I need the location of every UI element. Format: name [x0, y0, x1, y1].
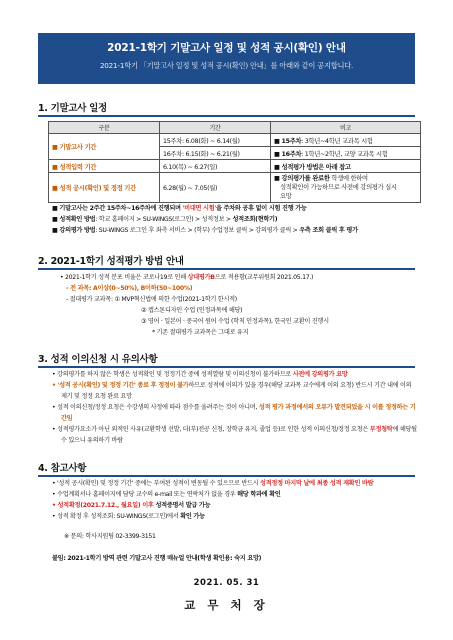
cell-note: ■ 성적평가 방법은 아래 참고: [271, 160, 421, 173]
note-line: • 2021-1학기 성적 분포 비율은 코로나19로 인해 상대평가B으로 적용함(교무위원회 2021.05.17.): [60, 274, 314, 281]
section-3-rule: [38, 366, 415, 368]
note-para: • 수업계획서나 홈페이지에 담당 교수의 e-mail 또는 연락처가 없을 경우 해당 학과에 확인: [52, 491, 281, 498]
notice-title: 2021-1학기 기말고사 일정 및 성적 공시(확인) 안내: [107, 42, 346, 54]
table-row: [49, 173, 421, 203]
note-line: - 절대평가 교과목: ① MVP혁신법에 의한 수업(2021-1학기 한시적): [66, 296, 237, 303]
section-4-body: [52, 478, 417, 522]
cell-period: 6.10(목) ~ 6.27(일): [160, 160, 271, 173]
col-period: 기간: [160, 122, 271, 134]
note-para: • 성적평가요소가 아닌 외적인 사유(교환학생 선발, 더(부)전공 신청, 장학금 유지, 졸업 등)로 인한 성적 이의신청/정정 요청은 부정청탁에 해당될 수 있으니 유의하기 바람: [52, 426, 417, 444]
note-line: - 전 과목: A이상(0~50%), B이하(50~100%): [66, 285, 193, 292]
notice-date: 2021. 05. 31: [193, 578, 260, 588]
note-line: ■ 기말고사는 2주간 15주차~16주차에 진행되며 '비대면 시험'을 주차와 공휴 없이 시험 진행 가능: [52, 205, 307, 212]
table-row: [49, 134, 421, 147]
contact-info: ※ 문의: 학사지원팀 02-3399-3151: [64, 533, 156, 540]
note-line: ■ 성적확인 방법: 학교 홈페이지 > SU-WINGS(로그인) > 성적정보 > 성적조회(현학기): [52, 216, 278, 223]
note-para: • 강의평가를 하지 않은 학생은 성적확인 및 정정기간 중에 성적열람 및 이의신청이 불가하므로 사전에 강의평가 요망: [52, 371, 348, 378]
notice-subtitle: 2021-1학기 「기말고사 일정 및 성적 공시(확인) 안내」를 아래와 같이 공지합니다.: [99, 61, 354, 70]
attachment-note: 붙임: 2021-1학기 방역 관련 기말고사 진행 매뉴얼 안내(학생 확인용: 숙지 요망): [52, 555, 262, 562]
note-para: • '성적 공시(확인) 및 정정 기간' 종료 후 정정이 불가하므로 성적에 이의가 있을 경우(해당 교과목 교수에게 이의 요청) 반드시 기간 내에 이의 제기 및 정정 요청 완료 요망: [52, 382, 412, 400]
section-1-notes: [52, 203, 358, 236]
section-2-rule: [38, 268, 415, 270]
table-row: [49, 160, 421, 173]
cell-period: 15주차: 6.08(화) ~ 6.14(월): [160, 134, 271, 147]
note-line: * 기존 절대평가 교과목은 그대로 유지: [152, 329, 249, 336]
note-line: ② 캡스톤디자인 수업 (인정과목에 해당): [141, 307, 243, 314]
note-line: ③ 영어 · 일본어 · 중국어 원어 수업 (학칙 인정과목), 한국인 교환이 진행시: [141, 318, 329, 325]
cell-category: ■ 성적 공시(확인) 및 정정 기간: [49, 173, 160, 203]
note-para: • 성적 확정 후 성적조회: SU-WINGS(로그인)에서 확인 가능: [52, 513, 205, 520]
table-header-row: [49, 122, 421, 134]
cell-category: ■ 성적입력 기간: [49, 160, 160, 173]
note-line: ■ 강의평가 방법: SU-WINGS 로그인 후 좌측 서비스 > (학부) 수업정보 클릭 > 강의평가 클릭 > 우측 조회 클릭 후 평가: [52, 227, 358, 234]
cell-period: 6.28(월) ~ 7.05(월): [160, 173, 271, 203]
col-category: 구분: [49, 122, 160, 134]
section-4-title: 4. 참고사항: [38, 463, 87, 474]
col-note: 비고: [271, 122, 421, 134]
cell-category: ■ 기말고사 기간: [49, 134, 160, 160]
issuer-name: 교 무 처 장: [184, 598, 269, 612]
exam-schedule-table: [48, 121, 421, 203]
cell-note: ■ 15주차: 3학년~4학년 교과목 시험: [271, 134, 421, 147]
section-4-rule: [38, 475, 415, 477]
cell-note: ■ 강의평가를 완료한 학생에 한하여 성적확인이 가능하므로 사전에 강의평가 실시 요망: [271, 173, 421, 203]
cell-note: ■ 16주차: 1학년~2학년, 교양 교과목 시험: [271, 147, 421, 160]
notice-header: [38, 33, 415, 84]
note-para: • '성적 공시(확인) 및 정정 기간' 중에는 부여된 성적이 변동될 수 있으므로 반드시 성적정정 마지막 날에 최종 성적 재확인 바람: [52, 480, 374, 487]
section-2-title: 2. 2021-1학기 성적평가 방법 안내: [38, 256, 184, 267]
section-2-body: [60, 272, 329, 338]
note-para: • 성적 이의신청/정정 요청은 수강생의 사정에 따라 점수를 올려주는 것이 아니며, 성적 평가 과정에서의 오류가 발견되었을 시 이를 정정하는 기간임: [52, 404, 416, 422]
cell-period: 16주차: 6.15(화) ~ 6.21(월): [160, 147, 271, 160]
section-1-rule: [38, 115, 415, 117]
section-3-title: 3. 성적 이의신청 시 유의사항: [38, 354, 158, 365]
note-para: • 성적확정(2021.7.12., 월요일) 이후 성적증명서 발급 가능: [52, 502, 211, 509]
section-1-title: 1. 기말고사 일정: [38, 103, 107, 114]
section-3-body: [52, 369, 417, 446]
